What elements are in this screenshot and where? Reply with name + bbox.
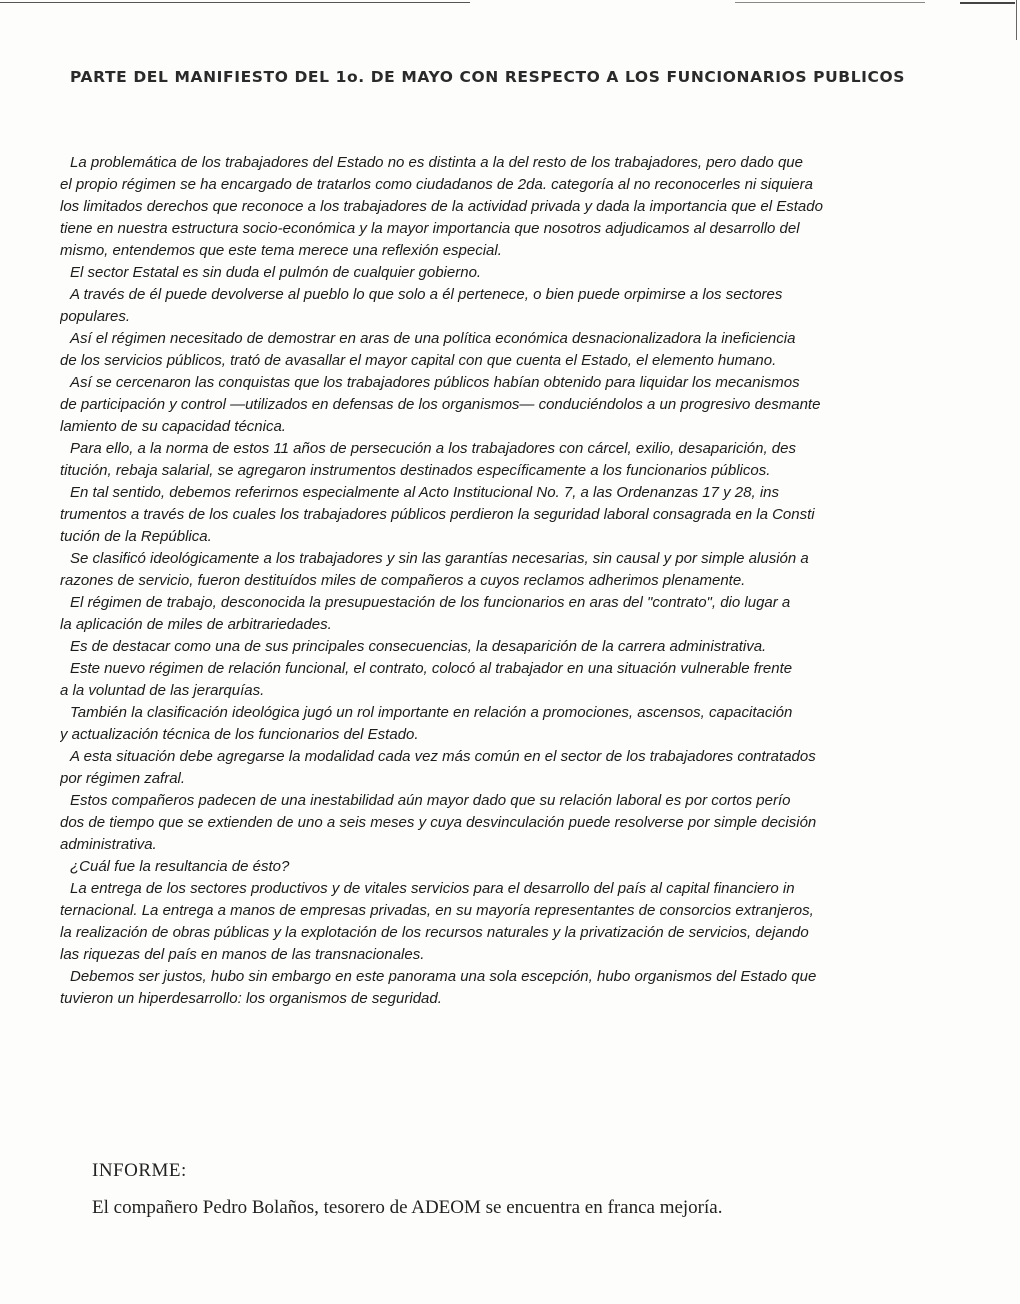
informe-text: El compañero Pedro Bolaños, tesorero de ADEOM se encuentra en franca mejoría. [92, 1197, 723, 1218]
paragraph-line: a la voluntad de las jerarquías. [60, 682, 265, 699]
top-rule-right [735, 2, 925, 3]
paragraph-line: Este nuevo régimen de relación funcional, el contrato, colocó al trabajador en una situación vulnerable frente [70, 660, 793, 677]
paragraph [60, 438, 955, 482]
paragraph-line: tución de la República. [60, 528, 212, 545]
informe-heading: INFORME: [92, 1160, 187, 1181]
paragraph-line: El régimen de trabajo, desconocida la presupuestación de los funcionarios en aras del "contrato", dio lugar a [70, 594, 791, 611]
paragraph-line: la aplicación de miles de arbitrariedades. [60, 616, 332, 633]
paragraph-line: administrativa. [60, 836, 157, 853]
paragraph-line: titución, rebaja salarial, se agregaron instrumentos destinados específicamente a los funcionarios públicos. [60, 462, 771, 479]
paragraph-line: Debemos ser justos, hubo sin embargo en este panorama una sola escepción, hubo organismos del Estado que [70, 968, 817, 985]
paragraph-line: de los servicios públicos, trató de avasallar el mayor capital con que cuenta el Estado, el elemento humano. [60, 352, 777, 369]
paragraph-line: tuvieron un hiperdesarrollo: los organismos de seguridad. [60, 990, 442, 1007]
paragraph-line: y actualización técnica de los funcionarios del Estado. [60, 726, 419, 743]
paragraph-line: de participación y control —utilizados en defensas de los organismos— conduciéndolos a un progresivo desmante [60, 396, 821, 413]
paragraph [60, 878, 955, 966]
document-title: PARTE DEL MANIFIESTO DEL 1o. DE MAYO CON RESPECTO A LOS FUNCIONARIOS PUBLICOS [70, 68, 906, 86]
paragraph-line: Se clasificó ideológicamente a los trabajadores y sin las garantías necesarias, sin causal y por simple alusión a [70, 550, 809, 567]
paragraph-line: razones de servicio, fueron destituídos miles de compañeros a cuyos reclamos adherimos plenamente. [60, 572, 746, 589]
paragraph [60, 856, 955, 878]
paragraph-line: A través de él puede devolverse al pueblo lo que solo a él pertenece, o bien puede orpimirse a los sectores [70, 286, 783, 303]
paragraph-line: La entrega de los sectores productivos y de vitales servicios para el desarrollo del país al capital financiero in [70, 880, 795, 897]
paragraph-line: dos de tiempo que se extienden de uno a seis meses y cuya desvinculación puede resolverse por simple decisión [60, 814, 817, 831]
paragraph [60, 746, 955, 790]
paragraph-line: ¿Cuál fue la resultancia de ésto? [70, 858, 290, 875]
top-rule-far [960, 2, 1015, 4]
paragraph [60, 702, 955, 746]
paragraph-line: Así el régimen necesitado de demostrar en aras de una política económica desnacionalizadora la ineficiencia [70, 330, 796, 347]
paragraph [60, 966, 955, 1010]
paragraph [60, 284, 955, 328]
paragraph [60, 658, 955, 702]
paragraph-line: La problemática de los trabajadores del Estado no es distinta a la del resto de los trabajadores, pero dado que [70, 154, 803, 171]
paragraph-line: el propio régimen se ha encargado de tratarlos como ciudadanos de 2da. categoría al no reconocerles ni siquiera [60, 176, 813, 193]
paragraph-line: la realización de obras públicas y la explotación de los recursos naturales y la privatización de servicios, dejando [60, 924, 809, 941]
paragraph-line: Para ello, a la norma de estos 11 años de persecución a los trabajadores con cárcel, exilio, desaparición, des [70, 440, 796, 457]
paragraph-line: por régimen zafral. [60, 770, 186, 787]
paragraph-line: El sector Estatal es sin duda el pulmón de cualquier gobierno. [70, 264, 482, 281]
paragraph-line: lamiento de su capacidad técnica. [60, 418, 286, 435]
paragraph [60, 328, 955, 372]
paragraph-line: trumentos a través de los cuales los trabajadores públicos perdieron la seguridad laboral consagrada en la Consti [60, 506, 815, 523]
paragraph [60, 262, 955, 284]
paragraph-line: Estos compañeros padecen de una inestabilidad aún mayor dado que su relación laboral es por cortos perío [70, 792, 791, 809]
document-body [60, 152, 955, 1010]
paragraph-line: tiene en nuestra estructura socio-económica y la mayor importancia que nosotros adjudicamos al desarrollo del [60, 220, 800, 237]
paragraph [60, 548, 955, 592]
paragraph-line: A esta situación debe agregarse la modalidad cada vez más común en el sector de los trabajadores contratados [70, 748, 816, 765]
paragraph-line: populares. [60, 308, 131, 325]
paragraph-line: ternacional. La entrega a manos de empresas privadas, en su mayoría representantes de consorcios extranjeros, [60, 902, 814, 919]
paragraph [60, 592, 955, 636]
paragraph [60, 636, 955, 658]
paragraph-line: Es de destacar como una de sus principales consecuencias, la desaparición de la carrera administrativa. [70, 638, 767, 655]
paragraph-line: los limitados derechos que reconoce a los trabajadores de la actividad privada y dada la importancia que el Estado [60, 198, 823, 215]
paragraph [60, 152, 955, 262]
paragraph-line: En tal sentido, debemos referirnos especialmente al Acto Institucional No. 7, a las Ordenanzas 17 y 28, ins [70, 484, 779, 501]
paragraph-line: Así se cercenaron las conquistas que los trabajadores públicos habían obtenido para liquidar los mecanismos [70, 374, 800, 391]
paragraph-line: También la clasificación ideológica jugó un rol importante en relación a promociones, ascensos, capacitación [70, 704, 793, 721]
paragraph-line: mismo, entendemos que este tema merece una reflexión especial. [60, 242, 502, 259]
top-rule-left [0, 2, 470, 3]
paragraph [60, 790, 955, 856]
paragraph [60, 372, 955, 438]
page-edge-mark [1016, 0, 1017, 40]
paragraph-line: las riquezas del país en manos de las transnacionales. [60, 946, 425, 963]
paragraph [60, 482, 955, 548]
